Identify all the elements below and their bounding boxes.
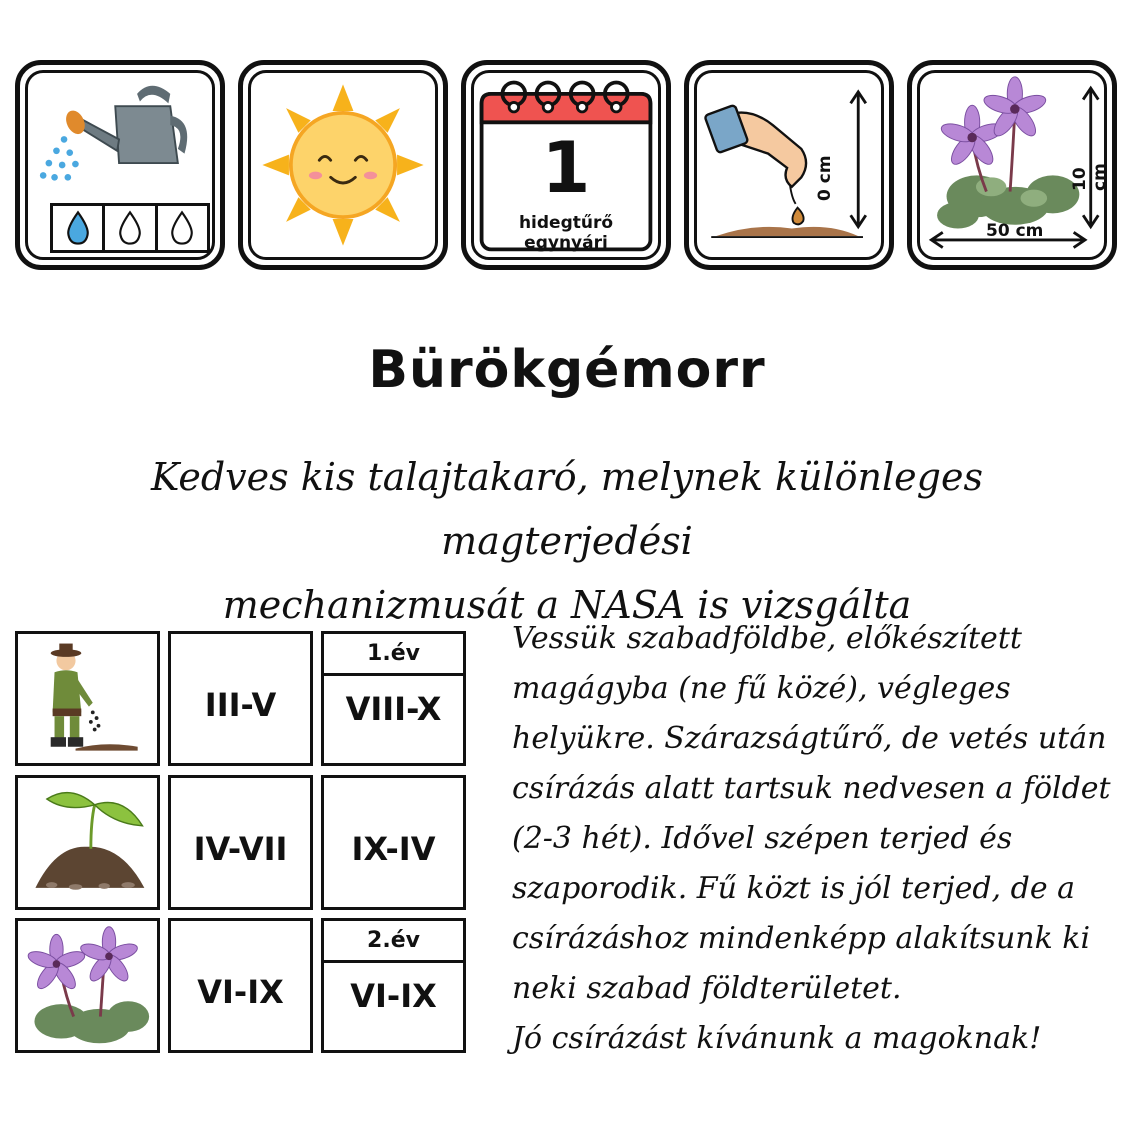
description-line: magágyba (ne fű közé), végleges — [512, 671, 1011, 706]
sowing-depth-label: 0 cm — [815, 155, 835, 201]
plant-width-label: 50 cm — [986, 221, 1044, 241]
gardener-sowing-icon — [15, 631, 160, 766]
calendar-label-line1: hidegtűrő — [518, 213, 614, 233]
description-line: (2-3 hét). Idővel szépen terjed és — [512, 821, 1013, 856]
schedule-period-flowering: VI-IX — [197, 973, 284, 1011]
year-label-2: 2.év — [324, 921, 463, 963]
water-drop-filled-icon — [53, 206, 105, 250]
schedule-second-sowing: VIII-X — [345, 690, 442, 728]
description-line: csírázáshoz mindenképp alakítsunk ki — [512, 921, 1091, 956]
schedule-cell-flowering — [168, 918, 313, 1053]
flowering-plant-icon — [15, 918, 160, 1053]
subtitle-line-2: mechanizmusát a NASA is vizsgálta — [222, 583, 912, 627]
sun-icon — [251, 73, 435, 257]
seedling-icon — [15, 775, 160, 910]
schedule-second-seedling: IX-IV — [351, 830, 436, 868]
calendar-label-line2: egynyári — [524, 233, 608, 253]
sowing-hand-icon — [697, 73, 881, 257]
schedule-second-flowering: VI-IX — [350, 977, 437, 1015]
description-line: Vessük szabadföldbe, előkészített — [512, 621, 1022, 656]
schedule-period-sowing: III-V — [204, 686, 277, 724]
water-drop-empty-icon — [158, 206, 207, 250]
schedule-cell-seedling-second — [321, 775, 466, 910]
sunlight-card — [238, 60, 448, 270]
page-title: Bürökgémorr — [368, 340, 766, 400]
page-subtitle — [40, 445, 1094, 637]
schedule-cell-flowering-year2 — [321, 918, 466, 1053]
description-line: neki szabad földterületet. — [512, 971, 902, 1006]
description-line: szaporodik. Fű közt is jól terjed, de a — [512, 871, 1075, 906]
schedule-cell-sowing — [168, 631, 313, 766]
calendar-card — [461, 60, 671, 270]
watering-card — [15, 60, 225, 270]
schedule-period-seedling: IV-VII — [193, 830, 288, 868]
year-label-1: 1.év — [324, 634, 463, 676]
schedule-cell-sowing-year1 — [321, 631, 466, 766]
water-drop-empty-icon — [105, 206, 157, 250]
plant-size-card — [907, 60, 1117, 270]
description-text — [512, 614, 1112, 1064]
description-line: csírázás alatt tartsuk nedvesen a földet — [512, 771, 1111, 806]
description-line: helyükre. Szárazságtűrő, de vetés után — [512, 721, 1107, 756]
calendar-number: 1 — [541, 127, 591, 209]
schedule-cell-seedling — [168, 775, 313, 910]
subtitle-line-1: Kedves kis talajtakaró, melynek különleges magterjedési — [151, 455, 983, 563]
water-need-scale — [50, 203, 210, 253]
plant-height-label: 10 cm — [1070, 163, 1110, 191]
sowing-depth-card — [684, 60, 894, 270]
description-line: Jó csírázást kívánunk a magoknak! — [512, 1021, 1042, 1056]
